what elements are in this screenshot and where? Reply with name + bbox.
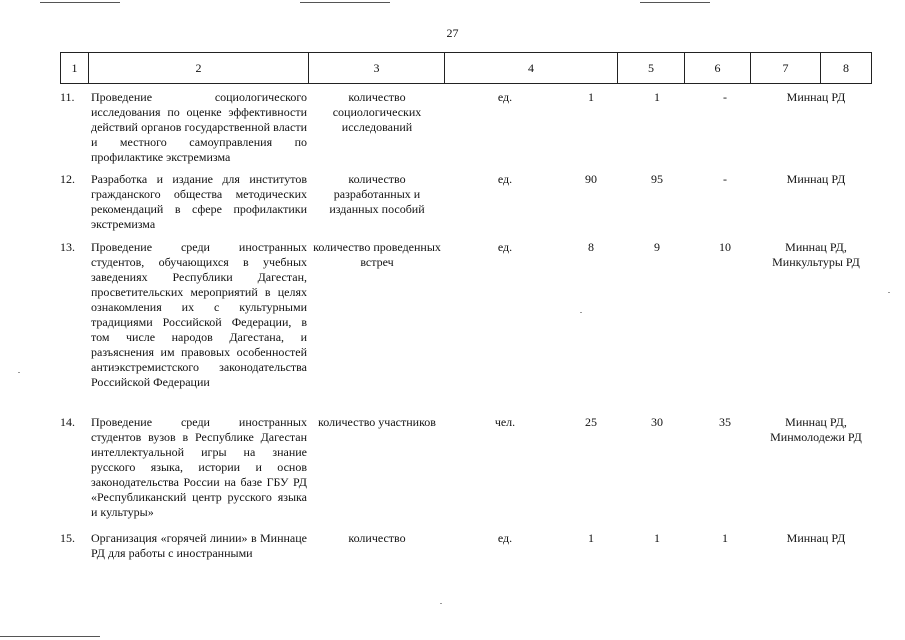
responsible: Миннац РД bbox=[786, 90, 846, 104]
event-name: Организация «горячей линии» в Миннаце РД для работы с иностранными bbox=[91, 531, 307, 560]
value-col-7: - bbox=[723, 172, 727, 186]
value-col-5: 1 bbox=[588, 90, 594, 104]
value-col-5: 25 bbox=[585, 415, 597, 429]
unit: ед. bbox=[497, 531, 513, 545]
scan-line-top-mid bbox=[300, 2, 390, 3]
row-number: 14. bbox=[60, 415, 75, 429]
value-col-6: 30 bbox=[651, 415, 663, 429]
scan-speck bbox=[440, 603, 442, 604]
indicator: количество социологических исследований bbox=[332, 90, 422, 134]
value-col-6: 95 bbox=[651, 172, 663, 186]
table-header-row bbox=[60, 52, 872, 84]
row-number: 13. bbox=[60, 240, 75, 254]
scan-line-top-right bbox=[640, 2, 710, 3]
value-col-7: 35 bbox=[719, 415, 731, 429]
responsible: Миннац РД bbox=[786, 172, 846, 186]
unit: ед. bbox=[497, 172, 513, 186]
scan-speck bbox=[18, 372, 20, 373]
indicator: количество bbox=[348, 531, 406, 545]
responsible: Миннац РД, Минкультуры РД bbox=[772, 240, 860, 269]
event-name: Проведение социологического исследования по оценке эффективности действий органов государственной власти и местного самоуправления по профилактике экстремизма bbox=[91, 90, 307, 164]
unit: чел. bbox=[494, 415, 516, 429]
header-col-6: 6 bbox=[685, 53, 751, 83]
scan-line-bottom-left bbox=[0, 636, 100, 637]
scan-speck bbox=[580, 312, 582, 313]
event-name: Проведение среди иностранных студентов вузов в Республике Дагестан интеллектуальной игры на знание русского языка, истории и основ законодательства России на базе ГБУ РД «Республиканский центр русского языка и культуры» bbox=[91, 415, 307, 519]
header-col-5: 5 bbox=[618, 53, 685, 83]
responsible: Миннац РД, Минмолодежи РД bbox=[770, 415, 862, 444]
value-col-7: - bbox=[723, 90, 727, 104]
indicator: количество разработанных и изданных пособий bbox=[329, 172, 425, 216]
row-number: 15. bbox=[60, 531, 75, 545]
indicator: количество участников bbox=[318, 415, 436, 429]
value-col-7: 10 bbox=[719, 240, 731, 254]
header-col-1: 1 bbox=[61, 53, 89, 83]
row-number: 11. bbox=[60, 90, 75, 104]
header-col-4: 4 bbox=[445, 53, 618, 83]
page-number: 27 bbox=[446, 26, 459, 40]
header-col-3: 3 bbox=[309, 53, 445, 83]
value-col-6: 9 bbox=[654, 240, 660, 254]
value-col-7: 1 bbox=[722, 531, 728, 545]
value-col-6: 1 bbox=[654, 531, 660, 545]
row-number: 12. bbox=[60, 172, 75, 186]
scan-line-top-left bbox=[40, 2, 120, 3]
value-col-5: 90 bbox=[585, 172, 597, 186]
indicator: количество проведенных встреч bbox=[313, 240, 441, 269]
unit: ед. bbox=[497, 90, 513, 104]
value-col-5: 1 bbox=[588, 531, 594, 545]
scan-speck bbox=[888, 292, 890, 293]
event-name: Разработка и издание для институтов гражданского общества методических рекомендаций в сфере профилактики экстремизма bbox=[91, 172, 307, 231]
value-col-6: 1 bbox=[654, 90, 660, 104]
unit: ед. bbox=[497, 240, 513, 254]
value-col-5: 8 bbox=[588, 240, 594, 254]
event-name: Проведение среди иностранных студентов, обучающихся в учебных заведениях Республики Дагестан, просветительских мероприятий в целях ознакомления их с культурными традициями Российской Федерации, в том числе народов Дагестана, и разъяснения им правовых особенностей антиэкстремистского законодательства Российской Федерации bbox=[91, 240, 307, 389]
header-col-7: 7 bbox=[751, 53, 821, 83]
header-col-2: 2 bbox=[89, 53, 309, 83]
header-col-8: 8 bbox=[843, 61, 849, 75]
responsible: Миннац РД bbox=[786, 531, 846, 545]
